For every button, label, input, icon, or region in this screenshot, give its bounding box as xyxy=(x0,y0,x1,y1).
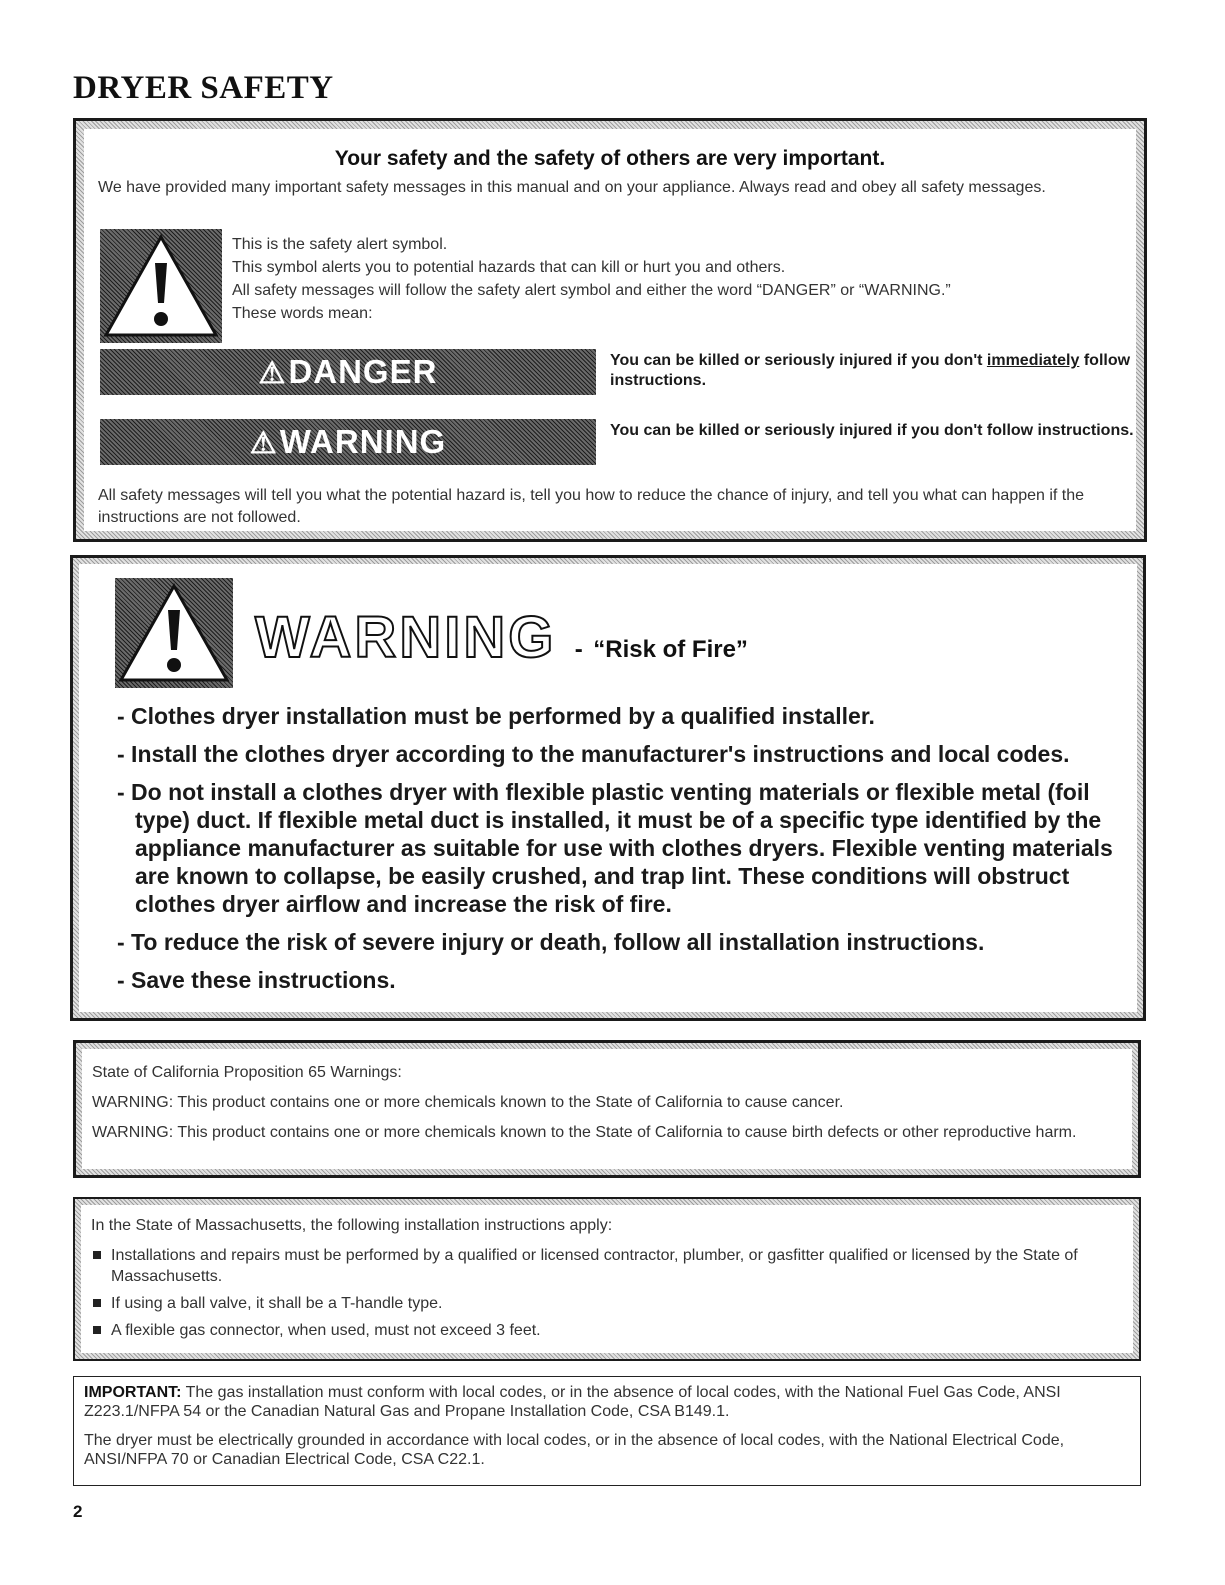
massachusetts-list xyxy=(91,1245,1111,1347)
prop65-content xyxy=(82,1049,1132,1169)
prop65-warning-birth-defects: WARNING: This product contains one or more chemicals known to the State of California to cause birth defects or other reproductive harm. xyxy=(92,1124,1077,1141)
square-bullet-icon xyxy=(93,1251,101,1259)
fire-warning-box xyxy=(70,555,1146,1021)
list-item: A flexible gas connector, when used, must not exceed 3 feet. xyxy=(91,1320,1111,1341)
massachusetts-box xyxy=(73,1197,1141,1361)
warning-triangle-icon: ⚠ xyxy=(258,357,287,390)
massachusetts-intro: In the State of Massachusetts, the following installation instructions apply: xyxy=(91,1217,613,1234)
list-item: - Clothes dryer installation must be performed by a qualified installer. xyxy=(117,703,875,729)
list-item: - To reduce the risk of severe injury or death, follow all installation instructions. xyxy=(117,929,985,955)
list-item: - Save these instructions. xyxy=(117,967,396,993)
warning-meaning: You can be killed or seriously injured if you don't follow instructions. xyxy=(610,422,1134,439)
list-item: Installations and repairs must be performed by a qualified or licensed contractor, plumber, or gasfitter qualified or licensed by the State of Massachusetts. xyxy=(91,1245,1111,1287)
prop65-warning-cancer: WARNING: This product contains one or more chemicals known to the State of California to cause cancer. xyxy=(92,1094,844,1111)
alert-line: This symbol alerts you to potential hazards that can kill or hurt you and others. xyxy=(232,259,786,276)
warning-banner xyxy=(100,419,596,465)
warning-label: ⚠WARNING xyxy=(249,423,447,460)
prop65-box xyxy=(73,1040,1141,1178)
alert-line: All safety messages will follow the safety alert symbol and either the word “DANGER” or “WARNING.” xyxy=(232,282,951,299)
safety-intro-content xyxy=(84,129,1136,531)
safety-intro-box xyxy=(73,118,1147,542)
list-item: - Install the clothes dryer according to the manufacturer's instructions and local codes. xyxy=(117,741,1070,767)
safety-alert-icon xyxy=(100,229,222,343)
intro-text: We have provided many important safety messages in this manual and on your appliance. Always read and obey all safety messages. xyxy=(98,179,1046,196)
massachusetts-content xyxy=(81,1205,1133,1353)
important-electrical-note: The dryer must be electrically grounded in accordance with local codes, or in the absence of local codes, with the National Electrical Code, ANSI/NFPA 70 or Canadian Electrical Code, CSA C22.1. xyxy=(84,1432,1065,1468)
danger-label: ⚠DANGER xyxy=(258,353,438,390)
alert-triangle-icon xyxy=(115,578,233,688)
intro-footer: All safety messages will tell you what the potential hazard is, tell you how to reduce the chance of injury, and tell you what can happen if the instructions are not followed. xyxy=(98,487,1085,526)
alert-triangle-icon xyxy=(100,229,222,343)
fire-warning-subtitle: “Risk of Fire” xyxy=(593,636,748,663)
alert-line: These words mean: xyxy=(232,305,373,322)
important-gas-note: IMPORTANT: The gas installation must conform with local codes, or in the absence of local codes, with the National Fuel Gas Code, ANSI Z223.1/NFPA 54 or the Canadian Natural Gas and Propane Installation Code, CSA B149.1. xyxy=(84,1384,1061,1420)
warning-triangle-icon: ⚠ xyxy=(249,427,278,460)
fire-warning-content xyxy=(79,564,1137,1012)
square-bullet-icon xyxy=(93,1299,101,1307)
danger-banner xyxy=(100,349,596,395)
fire-warning-title: WARNING xyxy=(255,605,557,670)
page-number: 2 xyxy=(73,1502,83,1521)
danger-meaning: You can be killed or seriously injured if you don't immediately follow instructions. xyxy=(610,352,1131,389)
fire-alert-icon xyxy=(115,578,233,688)
list-item: If using a ball valve, it shall be a T-handle type. xyxy=(91,1293,1111,1314)
important-box xyxy=(73,1376,1141,1486)
intro-heading: Your safety and the safety of others are very important. xyxy=(334,147,886,170)
alert-symbol-description xyxy=(232,233,951,325)
list-item: - Do not install a clothes dryer with flexible plastic venting materials or flexible metal (foil type) duct. If flexible metal duct is installed, it must be of a specific type identified by the appliance manufacturer as suitable for use with clothes dryers. Flexible venting materials are known to collapse, be easily crushed, and trap lint. These conditions will obstruct clothes dryer airflow and increase the risk of fire. xyxy=(117,779,1113,917)
prop65-heading: State of California Proposition 65 Warnings: xyxy=(92,1064,402,1081)
fire-warning-heading xyxy=(255,604,748,671)
square-bullet-icon xyxy=(93,1326,101,1334)
page-title: DRYER SAFETY xyxy=(73,70,334,106)
fire-warning-list xyxy=(117,702,1147,1004)
alert-line: This is the safety alert symbol. xyxy=(232,236,448,253)
fire-warning-dash: - xyxy=(574,636,583,663)
